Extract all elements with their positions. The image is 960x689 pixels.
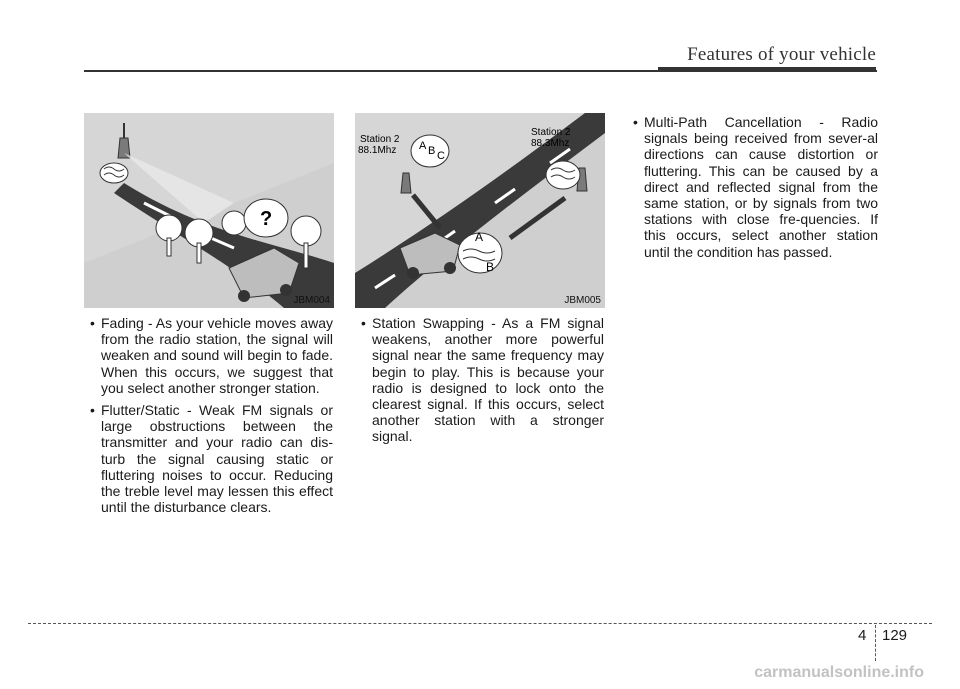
station-left-label: Station 2 [360, 134, 400, 145]
list-item: • Fading - As your vehicle moves away from the radio station, the signal will weaken and sound will begin to fade. When this occurs, we suggest that you select another stronger station. [84, 315, 333, 396]
freq-left-label: 88.1Mhz [358, 145, 397, 156]
page-header-title: Features of your vehicle [687, 44, 876, 65]
column-3 [627, 114, 878, 266]
figure-fading [84, 113, 334, 308]
page-separator [875, 625, 876, 661]
list-item: • Multi-Path Cancellation - Radio signals being received from sever-al directions can cause distortion or fluttering. This can be caused by a direct and reflected signal from the same station, or by signals from two stations with close fre-quencies. If this occurs, select another station until the condition has passed. [627, 114, 878, 260]
radio-tower-icon [118, 123, 130, 158]
svg-text:?: ? [260, 208, 273, 230]
page-number: 129 [882, 627, 908, 644]
svg-text:B: B [486, 260, 495, 274]
svg-text:B: B [428, 145, 436, 157]
svg-text:A: A [475, 230, 484, 244]
footer-rule [28, 623, 932, 624]
watermark: carmanualsonline.info [754, 664, 924, 681]
figure-station-swapping [355, 113, 605, 308]
figure-code: JBM005 [564, 295, 601, 306]
section-number: 4 [858, 627, 867, 644]
svg-text:A: A [419, 140, 427, 152]
signal-wave-icon [546, 161, 580, 189]
station-right-label: Station 2 [531, 127, 571, 138]
question-bubble-icon [244, 199, 288, 237]
svg-text:C: C [437, 150, 445, 162]
list-item: • Flutter/Static - Weak FM signals or large obstructions between the transmitter and your radio can dis-turb the signal causing static or fluttering noises to occur. Reducing the treble level may lessen this effect until the disturbance clears. [84, 402, 333, 515]
figure-code: JBM004 [293, 295, 330, 306]
header-rule-accent [658, 67, 876, 72]
freq-right-label: 88.3Mhz [531, 138, 570, 149]
list-item: • Station Swapping - As a FM signal weakens, another more powerful signal near the same frequency may begin to play. This is because your radio is designed to lock onto the clearest signal. If this occurs, select another station with a stronger signal. [355, 315, 604, 445]
abc-signal-bubble-icon [411, 135, 449, 167]
column-1 [84, 315, 333, 521]
signal-wave-icon [100, 163, 128, 183]
column-2 [355, 315, 604, 451]
